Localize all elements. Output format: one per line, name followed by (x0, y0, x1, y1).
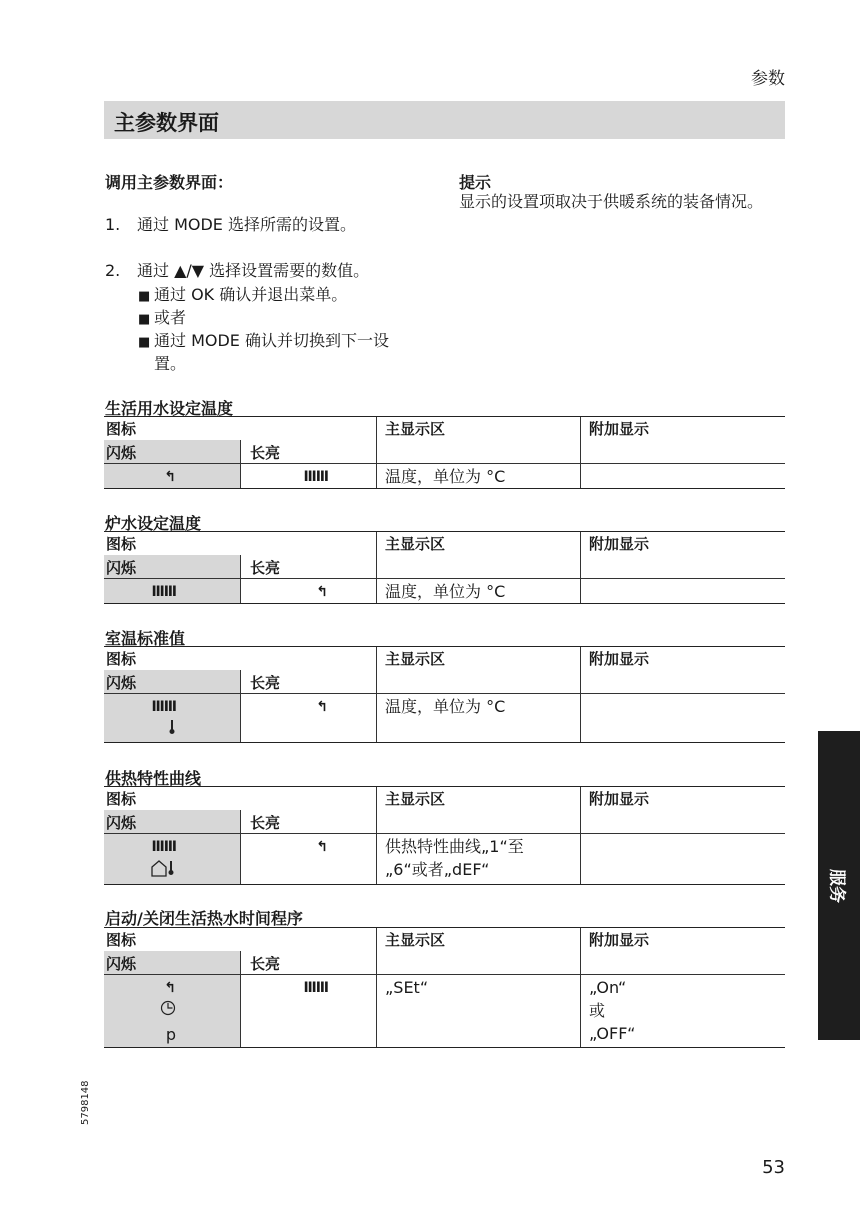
col-flash: 闪烁 (106, 559, 137, 577)
main-display-value: 温度，单位为 °C (385, 467, 506, 486)
table-header (104, 787, 785, 834)
col-icon: 图标 (106, 650, 137, 668)
col-steady: 长亮 (250, 559, 281, 577)
table-row (104, 694, 785, 742)
main-line: „6“或者„dEF“ (385, 860, 490, 879)
bullet-mode (138, 328, 389, 351)
table-title-dhw-setpoint: 生活用水设定温度 (105, 399, 234, 418)
page-number: 53 (762, 1157, 785, 1178)
col-steady: 长亮 (250, 444, 281, 462)
document-number: 5798148 (80, 1080, 91, 1125)
tap-icon: ↰ (316, 839, 328, 855)
table-header (104, 928, 785, 975)
side-tab-label: 服务 (826, 868, 847, 903)
step-number: 2. (105, 261, 121, 280)
col-flash: 闪烁 (106, 814, 137, 832)
table-row (104, 975, 785, 1047)
table-title-dhw-program: 启动/关闭生活热水时间程序 (105, 909, 303, 928)
additional-line: „On“ (589, 978, 627, 997)
main-display-value: „SEt“ (385, 978, 429, 997)
col-additional: 附加显示 (589, 420, 650, 438)
table-title-heating-curve: 供热特性曲线 (105, 769, 202, 788)
table-row (104, 834, 785, 884)
bullet-ok (138, 282, 347, 305)
step-1 (105, 212, 356, 235)
page-title: 主参数界面 (114, 111, 219, 135)
tap-icon: ↰ (164, 980, 176, 996)
table-header (104, 417, 785, 464)
table-room-setpoint (104, 646, 785, 743)
col-flash: 闪烁 (106, 674, 137, 692)
radiator-icon: ⅢⅢ (303, 980, 328, 996)
bullet-text: 通过 MODE 确认并切换到下一设 (154, 331, 390, 350)
tap-icon: ↰ (316, 584, 328, 600)
bullet-continuation: 置。 (154, 354, 187, 373)
col-steady: 长亮 (250, 814, 281, 832)
col-icon: 图标 (106, 790, 137, 808)
main-display-value (385, 835, 575, 881)
step-number: 1. (105, 215, 121, 234)
step-text: 通过 ▲/▼ 选择设置需要的数值。 (137, 261, 370, 280)
table-row (104, 464, 785, 488)
col-icon: 图标 (106, 931, 137, 949)
bullet-text: 或者 (154, 308, 187, 327)
additional-line: 或 (589, 1001, 606, 1020)
table-header (104, 532, 785, 579)
col-icon: 图标 (106, 535, 137, 553)
house-thermometer-icon (104, 859, 240, 882)
radiator-icon: ⅢⅢ (303, 469, 328, 485)
tap-icon: ↰ (164, 469, 176, 485)
table-row (104, 579, 785, 603)
col-main: 主显示区 (385, 650, 446, 668)
bullet-text: 通过 OK 确认并退出菜单。 (154, 285, 348, 304)
hint-text: 显示的设置项取决于供暖系统的装备情况。 (459, 192, 764, 211)
radiator-icon: ⅢⅢ (151, 584, 176, 600)
col-main: 主显示区 (385, 790, 446, 808)
main-line: 供热特性曲线„1“至 (385, 837, 524, 856)
table-heating-curve (104, 786, 785, 885)
col-steady: 长亮 (250, 955, 281, 973)
table-header (104, 647, 785, 694)
table-dhw-program (104, 927, 785, 1048)
step-text: 通过 MODE 选择所需的设置。 (137, 215, 357, 234)
col-additional: 附加显示 (589, 790, 650, 808)
step-2 (105, 258, 369, 281)
thermometer-icon (104, 719, 240, 742)
table-title-room-setpoint: 室温标准值 (105, 629, 186, 648)
col-additional: 附加显示 (589, 650, 650, 668)
main-display-value: 温度，单位为 °C (385, 697, 506, 716)
col-main: 主显示区 (385, 931, 446, 949)
bullet-mark: ■ (138, 312, 151, 327)
table-dhw-setpoint (104, 416, 785, 489)
main-display-value: 温度，单位为 °C (385, 582, 506, 601)
hint-title: 提示 (459, 173, 492, 192)
col-additional: 附加显示 (589, 931, 650, 949)
table-boiler-setpoint (104, 531, 785, 604)
col-additional: 附加显示 (589, 535, 650, 553)
col-flash: 闪烁 (106, 444, 137, 462)
additional-line: „OFF“ (589, 1024, 636, 1043)
procedure-title: 调用主参数界面： (105, 173, 234, 192)
bullet-mark: ■ (138, 289, 151, 304)
additional-display-value (589, 976, 779, 1045)
bullet-mark: ■ (138, 335, 151, 350)
col-icon: 图标 (106, 420, 137, 438)
p-icon: p (165, 1025, 176, 1044)
clock-icon (104, 1000, 240, 1023)
bullet-or (138, 305, 186, 328)
side-tab (818, 731, 860, 1040)
table-title-boiler-setpoint: 炉水设定温度 (105, 514, 202, 533)
title-banner (104, 101, 785, 139)
tap-icon: ↰ (316, 699, 328, 715)
radiator-icon: ⅢⅢ (151, 839, 176, 855)
col-main: 主显示区 (385, 420, 446, 438)
radiator-icon: ⅢⅢ (151, 699, 176, 715)
col-main: 主显示区 (385, 535, 446, 553)
col-steady: 长亮 (250, 674, 281, 692)
col-flash: 闪烁 (106, 955, 137, 973)
section-label: 参数 (751, 69, 785, 89)
